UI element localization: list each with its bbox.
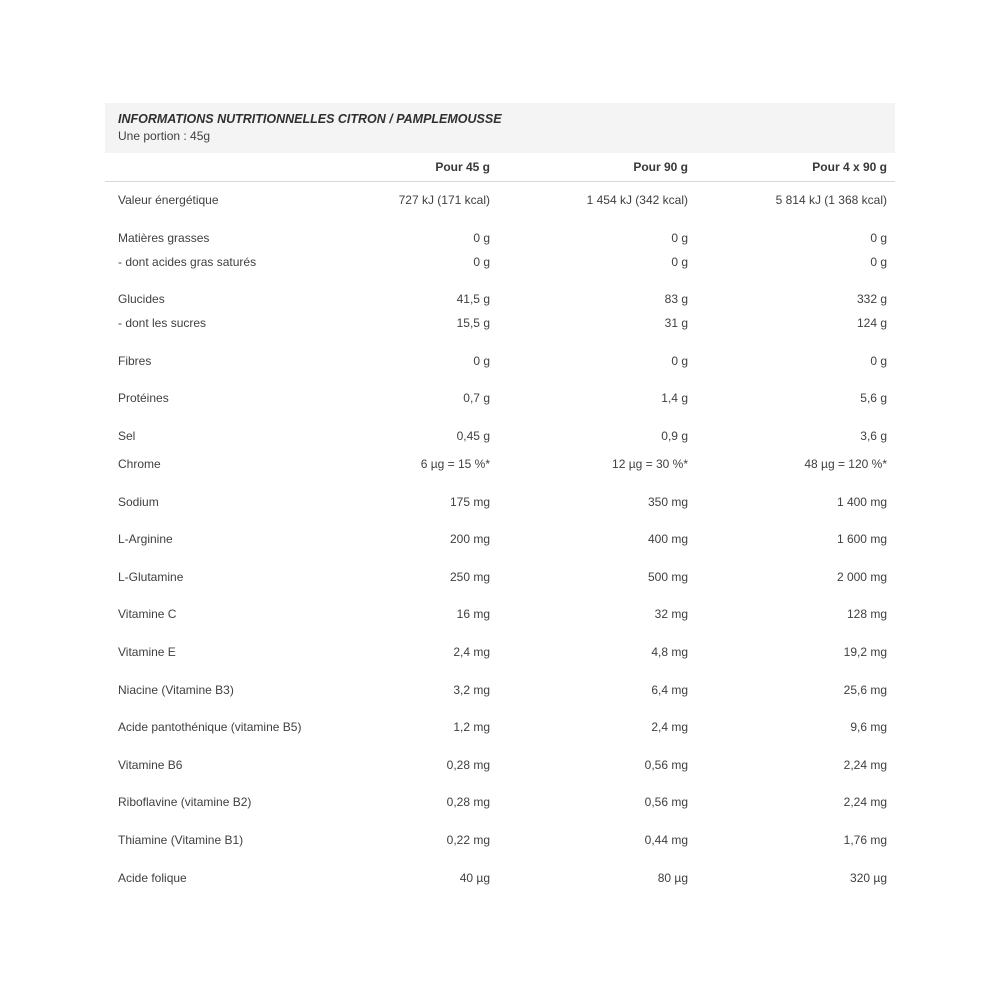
column-header-row: [105, 153, 895, 182]
row-value: 0,44 mg: [644, 832, 688, 847]
table-row: [105, 229, 895, 247]
row-value: 25,6 mg: [843, 682, 887, 697]
row-value: 1,4 g: [661, 391, 688, 406]
row-value: 200 mg: [449, 532, 490, 547]
row-value: 2,24 mg: [843, 795, 887, 810]
row-label: Valeur énergétique: [118, 193, 219, 207]
row-value: 32 mg: [654, 607, 688, 622]
row-value: 0,9 g: [661, 428, 688, 443]
row-label: Sodium: [118, 494, 159, 509]
row-value: 0 g: [671, 353, 688, 368]
row-label: Acide folique: [118, 870, 187, 885]
row-value: 175 mg: [449, 494, 490, 509]
table-row: [105, 253, 895, 271]
row-value: 0,28 mg: [446, 795, 490, 810]
column-header-per-4x90g: Pour 4 x 90 g: [812, 160, 887, 174]
row-label: Matières grasses: [118, 230, 210, 245]
nutrition-table-subtitle: Une portion : 45g: [118, 129, 211, 143]
row-value: 0,56 mg: [644, 757, 688, 772]
table-row: [105, 756, 895, 774]
row-value: 1,2 mg: [453, 720, 490, 735]
row-value: 19,2 mg: [843, 644, 887, 659]
table-row: [105, 793, 895, 811]
table-row: [105, 568, 895, 586]
row-label: Vitamine C: [118, 607, 177, 622]
row-value: 0,22 mg: [446, 832, 490, 847]
row-value: 124 g: [856, 316, 887, 331]
row-value: 6,4 mg: [651, 682, 688, 697]
row-value: 2,24 mg: [843, 757, 887, 772]
row-label: - dont les sucres: [118, 316, 207, 331]
table-row: [105, 389, 895, 407]
row-value: 0 g: [473, 254, 490, 269]
row-label: Fibres: [118, 353, 152, 368]
row-value: 48 µg = 120 %*: [804, 456, 887, 471]
row-label: Vitamine B6: [118, 757, 183, 772]
row-value: 0 g: [473, 353, 490, 368]
row-value: 9,6 mg: [850, 720, 887, 735]
row-label: L-Arginine: [118, 532, 173, 547]
row-label: Glucides: [118, 292, 165, 307]
table-row: [105, 643, 895, 661]
row-value: 80 µg: [657, 870, 688, 885]
row-value: 2 000 mg: [836, 569, 887, 584]
row-value: 2,4 mg: [453, 644, 490, 659]
row-value: 15,5 g: [456, 316, 490, 331]
table-row: [105, 493, 895, 511]
nutrition-table: [105, 103, 895, 887]
row-value: 0,45 g: [456, 428, 490, 443]
row-value: 3,6 g: [860, 428, 887, 443]
table-row: [105, 314, 895, 332]
row-label: Acide pantothénique (vitamine B5): [118, 720, 302, 735]
row-value: 128 mg: [846, 607, 887, 622]
row-value: 0,28 mg: [446, 757, 490, 772]
row-value: 320 µg: [850, 870, 887, 885]
row-value: 5 814 kJ (1 368 kcal): [775, 193, 887, 207]
row-label: Vitamine E: [118, 644, 176, 659]
row-label: Riboflavine (vitamine B2): [118, 795, 252, 810]
table-row: [105, 191, 895, 209]
table-row: [105, 455, 895, 473]
row-value: 1 600 mg: [836, 532, 887, 547]
row-label: Niacine (Vitamine B3): [118, 682, 234, 697]
row-value: 83 g: [664, 292, 688, 307]
row-value: 350 mg: [647, 494, 688, 509]
row-value: 1 400 mg: [836, 494, 887, 509]
row-value: 31 g: [664, 316, 688, 331]
table-row: [105, 869, 895, 887]
row-value: 6 µg = 15 %*: [420, 456, 490, 471]
table-row: [105, 352, 895, 370]
row-label: Sel: [118, 428, 136, 443]
nutrition-table-header: [105, 103, 895, 153]
table-row: [105, 718, 895, 736]
row-value: 41,5 g: [456, 292, 490, 307]
row-value: 0,56 mg: [644, 795, 688, 810]
nutrition-rows: [105, 182, 895, 887]
row-value: 727 kJ (171 kcal): [398, 193, 490, 207]
row-value: 1,76 mg: [843, 832, 887, 847]
row-value: 12 µg = 30 %*: [612, 456, 688, 471]
row-value: 0 g: [870, 230, 887, 245]
row-label: - dont acides gras saturés: [118, 254, 257, 269]
row-value: 16 mg: [456, 607, 490, 622]
row-value: 2,4 mg: [651, 720, 688, 735]
table-row: [105, 530, 895, 548]
column-header-per-90g: Pour 90 g: [633, 160, 688, 174]
row-value: 0,7 g: [463, 391, 490, 406]
row-value: 500 mg: [647, 569, 688, 584]
row-value: 400 mg: [647, 532, 688, 547]
table-row: [105, 427, 895, 445]
row-value: 5,6 g: [860, 391, 887, 406]
row-value: 250 mg: [449, 569, 490, 584]
table-row: [105, 605, 895, 623]
row-label: L-Glutamine: [118, 569, 184, 584]
row-value: 0 g: [870, 353, 887, 368]
row-value: 3,2 mg: [453, 682, 490, 697]
row-value: 332 g: [856, 292, 887, 307]
column-header-per-45g: Pour 45 g: [435, 160, 490, 174]
table-row: [105, 831, 895, 849]
nutrition-table-title: INFORMATIONS NUTRITIONNELLES CITRON / PAMPLEMOUSSE: [118, 112, 502, 126]
row-value: 0 g: [473, 230, 490, 245]
row-value: 0 g: [870, 254, 887, 269]
row-value: 0 g: [671, 230, 688, 245]
row-label: Thiamine (Vitamine B1): [118, 832, 244, 847]
row-label: Chrome: [118, 456, 161, 471]
row-value: 1 454 kJ (342 kcal): [586, 193, 688, 207]
table-row: [105, 290, 895, 308]
row-value: 4,8 mg: [651, 644, 688, 659]
row-value: 40 µg: [459, 870, 490, 885]
row-label: Protéines: [118, 391, 169, 406]
table-row: [105, 681, 895, 699]
row-value: 0 g: [671, 254, 688, 269]
